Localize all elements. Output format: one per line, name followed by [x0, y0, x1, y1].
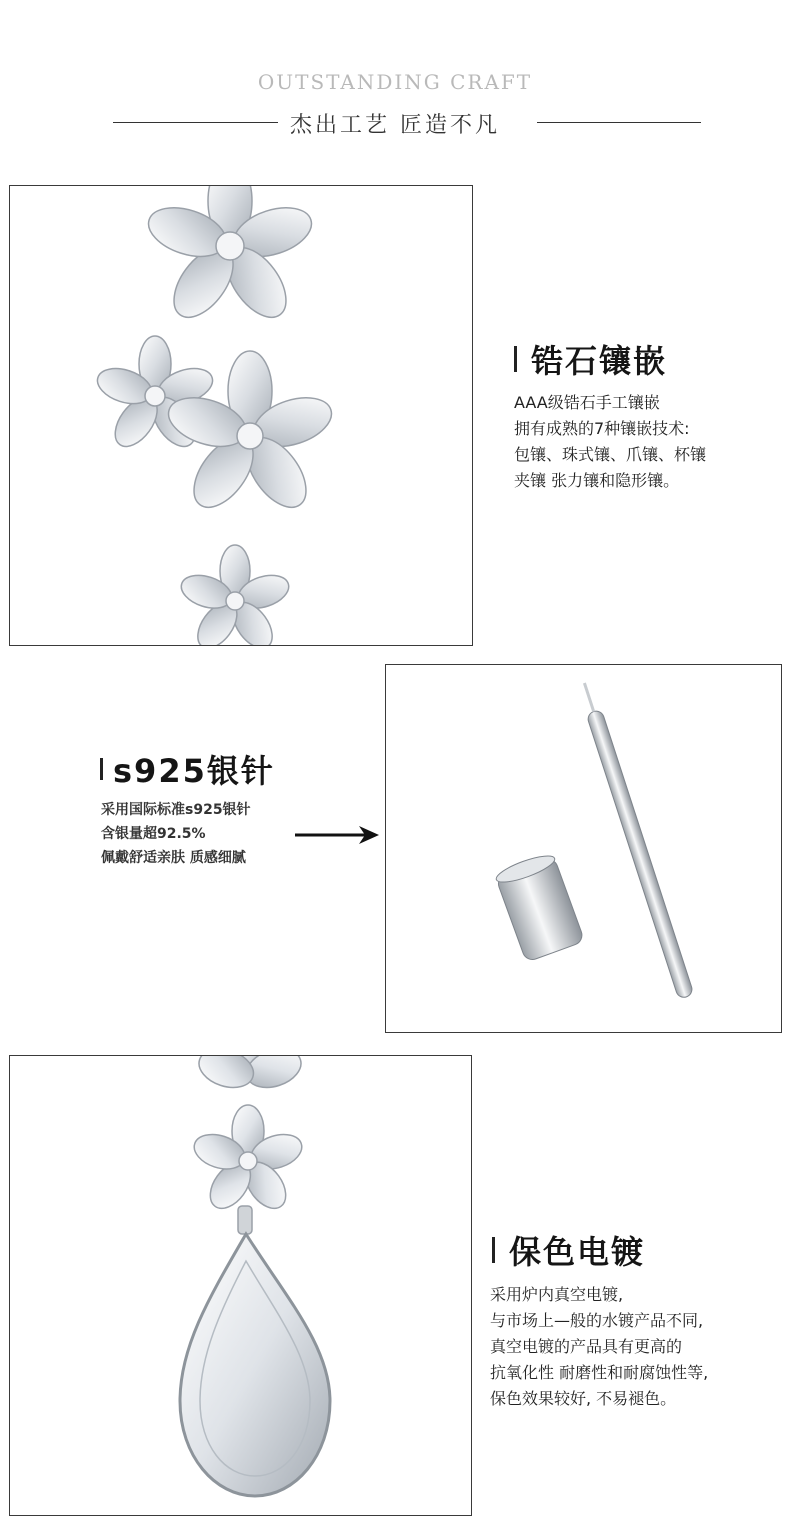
- silver-pin-image: [385, 664, 782, 1033]
- section-zircon-title-text: 锆石镶嵌: [531, 342, 668, 380]
- description-line: 包镶、珠式镶、爪镶、杯镶: [514, 445, 707, 464]
- section-plating-title-text: 保色电镀: [509, 1233, 646, 1271]
- section-silver-title-text: s925银针: [113, 752, 275, 790]
- description-line: 保色效果较好, 不易褪色。: [490, 1389, 677, 1408]
- arrow-right-icon: [295, 824, 381, 846]
- zircon-setting-image: [9, 185, 473, 646]
- section-silver-description: [101, 798, 251, 870]
- description-line: 含银量超92.5%: [101, 826, 206, 842]
- header-divider-right: [537, 122, 701, 123]
- section-silver-title: [100, 746, 275, 792]
- plating-image: [9, 1055, 472, 1516]
- description-line: 佩戴舒适亲肤 质感细腻: [101, 850, 246, 866]
- description-line: 拥有成熟的7种镶嵌技术:: [514, 419, 690, 438]
- teardrop-pendant-illustration: [10, 1056, 471, 1515]
- section-zircon-title: [514, 336, 667, 382]
- title-accent-bar: [100, 758, 103, 780]
- description-line: AAA级锆石手工镶嵌: [514, 393, 660, 412]
- header-title-zh: 杰出工艺 匠造不凡: [290, 113, 500, 138]
- header-title-en: OUTSTANDING CRAFT: [257, 70, 533, 94]
- section-zircon-description: [514, 390, 706, 494]
- description-line: 采用国际标准s925银针: [101, 802, 251, 818]
- pin-and-backing-illustration: [386, 665, 781, 1032]
- description-line: 与市场上—般的水镀产品不同,: [490, 1311, 704, 1330]
- description-line: 夹镶 张力镶和隐形镶。: [514, 471, 680, 490]
- title-accent-bar: [514, 346, 517, 372]
- title-accent-bar: [492, 1237, 495, 1263]
- description-line: 采用炉内真空电镀,: [490, 1285, 624, 1304]
- section-plating-description: [490, 1282, 708, 1412]
- flower-earring-illustration: [10, 186, 472, 645]
- description-line: 抗氧化性 耐磨性和耐腐蚀性等,: [490, 1363, 709, 1382]
- section-plating-title: [492, 1227, 645, 1273]
- description-line: 真空电镀的产品具有更高的: [490, 1337, 683, 1356]
- header-subtitle-row: [0, 108, 790, 138]
